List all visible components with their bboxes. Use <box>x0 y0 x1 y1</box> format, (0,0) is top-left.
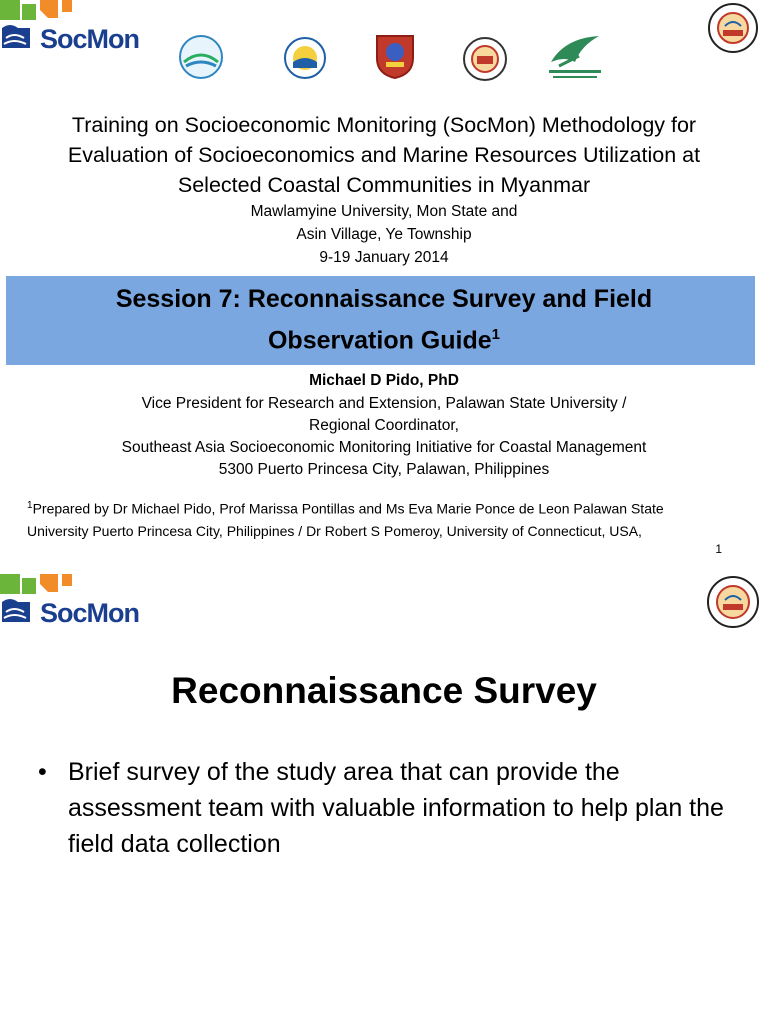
session-title-line-1: Session 7: Reconnaissance Survey and Field <box>115 285 653 313</box>
bullet-text: Brief survey of the study area that can provide the assessment team with valuable information to help plan the field data collection <box>68 758 724 858</box>
title-line-1: Training on Socioeconomic Monitoring (SocMon) Methodology for <box>71 113 697 137</box>
bullet-marker: • <box>38 758 47 786</box>
bay-of-bengal-lme-logo <box>172 34 230 85</box>
venue-line-1: Mawlamyine University, Mon State and <box>250 203 518 220</box>
session-title-line-2 <box>0 326 768 355</box>
fauna-flora-international-logo <box>545 32 605 87</box>
author-affiliation-3: Southeast Asia Socioeconomic Monitoring Initiative for Coastal Management <box>121 439 647 456</box>
session-title-text: Observation Guide <box>267 326 492 355</box>
training-dates: 9-19 January 2014 <box>319 249 449 266</box>
footnote-line-2: University Puerto Princesa City, Philippines / Dr Robert S Pomeroy, University of Connecticut, USA, <box>27 522 642 539</box>
footnote-text-1: Prepared by Dr Michael Pido, Prof Marissa Pontillas and Ms Eva Marie Ponce de Leon Palawan State <box>32 500 664 517</box>
socmon-logo-text-2: SocMon <box>40 598 139 628</box>
palawan-state-university-seal <box>703 2 763 59</box>
bullet-item <box>38 754 728 862</box>
title-line-3: Selected Coastal Communities in Myanmar <box>177 173 591 197</box>
author-name: Michael D Pido, PhD <box>309 372 459 389</box>
socmon-logo-text: SocMon <box>40 24 139 54</box>
title-line-2: Evaluation of Socioeconomics and Marine Resources Utilization at <box>67 143 701 167</box>
author-affiliation-4: 5300 Puerto Princesa City, Palawan, Philippines <box>218 461 550 478</box>
footnote <box>27 495 747 542</box>
footnote-line-1 <box>27 495 747 520</box>
socmon-logo <box>0 0 150 60</box>
venue-line-2: Asin Village, Ye Township <box>296 226 472 243</box>
slide-heading: Reconnaissance Survey <box>171 670 597 711</box>
author-affiliation-1: Vice President for Research and Extension, Palawan State University / <box>141 395 627 412</box>
training-title <box>0 110 768 200</box>
page-number: 1 <box>715 542 722 556</box>
palawan-state-university-seal-small <box>460 36 510 87</box>
footnote-marker: 1 <box>27 500 33 511</box>
socmon-logo-2 <box>0 574 150 634</box>
session-footnote-marker: 1 <box>491 326 500 343</box>
palawan-state-university-seal-2 <box>703 574 763 635</box>
marine-science-logo <box>278 36 332 85</box>
slide-2 <box>0 562 768 1024</box>
author-affiliation-2: Regional Coordinator, <box>309 417 459 434</box>
university-crest-logo <box>372 32 418 85</box>
